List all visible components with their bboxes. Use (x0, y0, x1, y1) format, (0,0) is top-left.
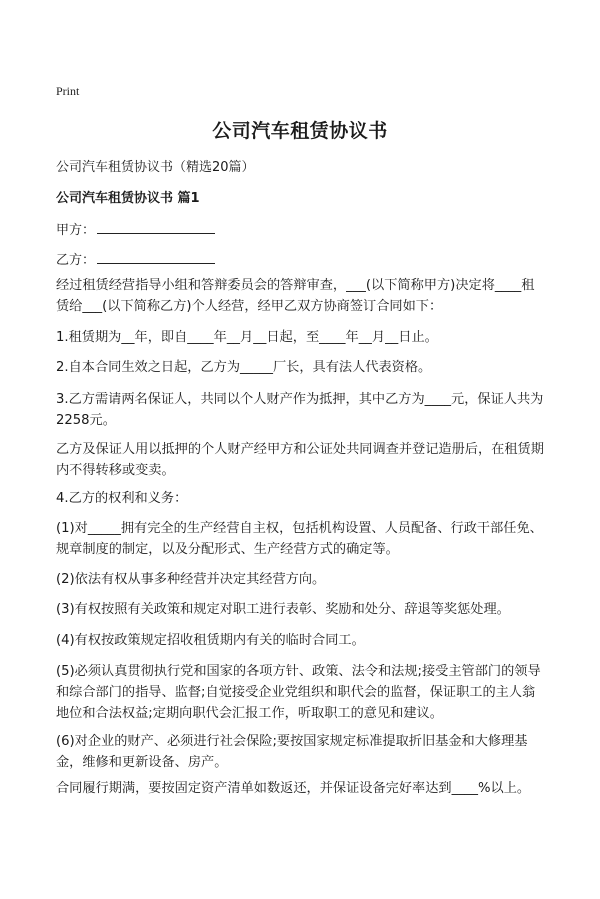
print-label: Print (56, 84, 80, 98)
paragraph-right-1: (1)对_____拥有完全的生产经营自主权，包括机构设置、人员配备、行政干部任免、规章制度的制定，以及分配形式、生产经营方式的确定等。 (56, 521, 543, 557)
paragraph-guarantors: 3.乙方需请两名保证人，共同以个人财产作为抵押，其中乙方为____元，保证人共为2258元。 (56, 392, 544, 428)
paragraph-right-5: (5)必须认真贯彻执行党和国家的各项方针、政策、法令和法规;接受主管部门的领导和综合部门的指导、监督;自觉接受企业党组织和职代会的监督，保证职工的主人翁地位和合法权益;定期向职代会汇报工作，听取职工的意见和建议。 (56, 664, 541, 721)
document-subtitle: 公司汽车租赁协议书（精选20篇） (56, 160, 255, 175)
party-a-blank-line (97, 219, 215, 234)
paragraph-term: 1.租赁期为__年，即自____年__月__日起，至____年__月__日止。 (56, 330, 438, 345)
party-b-blank-line (97, 249, 215, 264)
party-b-row (56, 249, 215, 268)
paragraph-expiry: 合同履行期满，要按固定资产清单如数返还，并保证设备完好率达到____%以上。 (56, 781, 531, 796)
paragraph-right-4: (4)有权按政策规定招收租赁期内有关的临时合同工。 (56, 633, 365, 648)
party-a-label: 甲方： (56, 223, 96, 238)
party-b-label: 乙方： (56, 253, 96, 268)
paragraph-effective: 2.自本合同生效之日起，乙方为_____厂长，具有法人代表资格。 (56, 360, 432, 375)
paragraph-right-6: (6)对企业的财产、必须进行社会保险;要按国家规定标准提取折旧基金和大修理基金，维修和更新设备、房产。 (56, 734, 528, 770)
paragraph-collateral: 乙方及保证人用以抵押的个人财产经甲方和公证处共同调查并登记造册后，在租赁期内不得转移或变卖。 (56, 442, 544, 478)
document-title: 公司汽车租赁协议书 (212, 120, 388, 142)
paragraph-right-2: (2)依法有权从事多种经营并决定其经营方向。 (56, 572, 326, 587)
party-a-row (56, 219, 215, 238)
paragraph-right-3: (3)有权按照有关政策和规定对职工进行表彰、奖励和处分、辞退等奖惩处理。 (56, 602, 510, 617)
section-heading: 公司汽车租赁协议书 篇1 (56, 191, 200, 206)
paragraph-intro: 经过租赁经营指导小组和答辩委员会的答辩审查，___(以下简称甲方)决定将____租赁给___(以下简称乙方)个人经营，经甲乙双方协商签订合同如下： (56, 278, 535, 314)
paragraph-rights-heading: 4.乙方的权利和义务： (56, 491, 188, 506)
